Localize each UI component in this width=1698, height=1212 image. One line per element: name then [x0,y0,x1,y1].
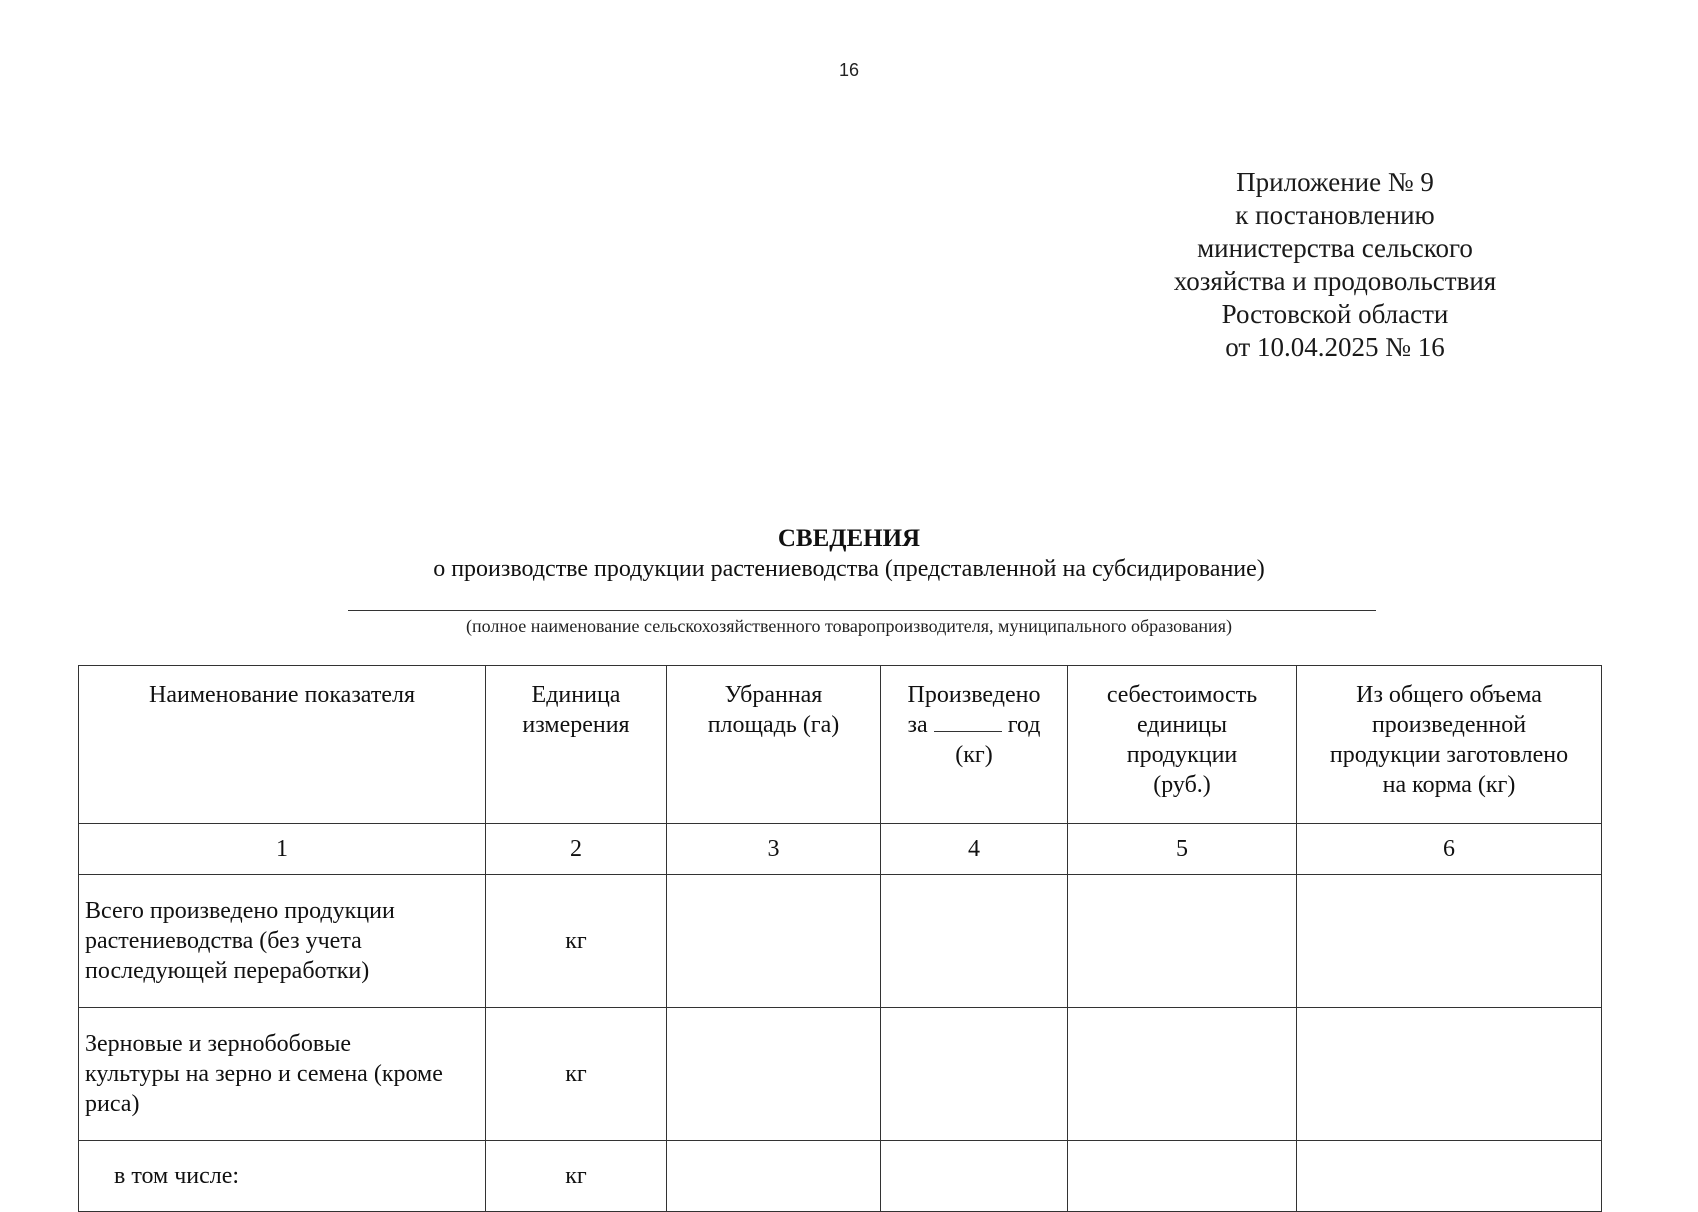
row-name-line: в том числе: [114,1163,240,1189]
row-name-line: растениеводства (без учета [85,928,362,954]
header-text: измерения [522,712,630,738]
appendix-line: к постановлению [1235,200,1435,230]
empty-cell [1297,875,1602,1008]
empty-cell [1068,1008,1297,1141]
row-name-line: последующей переработки) [85,958,370,984]
header-year-line [887,710,1061,740]
table-row [79,1008,1602,1141]
page-number: 16 [838,60,860,80]
header-text: произведенной [1371,712,1527,738]
row-name-line: риса) [85,1091,140,1117]
fill-in-caption: (полное наименование сельскохозяйственного товаропроизводителя, муниципального образования) [466,616,1232,636]
header-text: Из общего объема [1356,682,1542,708]
column-number: 2 [486,824,667,875]
row-name-line: Всего произведено продукции [85,898,395,924]
empty-cell [1297,1008,1602,1141]
header-harvested-area [667,666,881,824]
row-name-cell [79,1141,486,1212]
table-row [79,875,1602,1008]
appendix-line: Приложение № 9 [1236,167,1434,197]
header-text: за [907,712,928,738]
header-text: (руб.) [1153,772,1211,798]
column-number: 3 [667,824,881,875]
row-name-cell [79,1008,486,1141]
header-produced [881,666,1068,824]
unit-cell: кг [486,1141,667,1212]
empty-cell [881,875,1068,1008]
column-number: 4 [881,824,1068,875]
header-text: Единица [531,682,621,708]
row-name-cell [79,875,486,1008]
empty-cell [667,1008,881,1141]
header-feed-volume [1297,666,1602,824]
header-text: год [1007,712,1041,738]
appendix-line: хозяйства и продовольствия [1173,266,1497,296]
production-table [78,665,1602,1212]
empty-cell [667,1141,881,1212]
column-number: 1 [79,824,486,875]
header-indicator-name [79,666,486,824]
unit-cell: кг [486,1008,667,1141]
year-blank [934,711,1002,732]
appendix-block [1140,166,1530,364]
empty-cell [881,1008,1068,1141]
header-text: продукции [1126,742,1238,768]
header-text: Наименование показателя [149,682,415,708]
header-text: Убранная [724,682,823,708]
header-text: Произведено [907,682,1041,708]
column-number-row [79,824,1602,875]
document-title: СВЕДЕНИЯ [777,525,921,552]
row-name-line: культуры на зерно и семена (кроме [85,1061,443,1087]
fill-in-line [348,610,1376,611]
header-text: на корма (кг) [1382,772,1516,798]
header-text: площадь (га) [707,712,840,738]
appendix-line: от 10.04.2025 № 16 [1225,332,1445,362]
empty-cell [667,875,881,1008]
table-header-row [79,666,1602,824]
empty-cell [881,1141,1068,1212]
empty-cell [1297,1141,1602,1212]
header-text: (кг) [955,742,993,768]
empty-cell [1068,875,1297,1008]
header-text: продукции заготовлено [1329,742,1569,768]
column-number: 6 [1297,824,1602,875]
column-number: 5 [1068,824,1297,875]
header-unit [486,666,667,824]
header-text: единицы [1136,712,1228,738]
document-subtitle: о производстве продукции растениеводства (представленной на субсидирование) [433,556,1265,582]
table-row [79,1141,1602,1212]
header-text: себестоимость [1106,682,1258,708]
header-unit-cost [1068,666,1297,824]
unit-cell: кг [486,875,667,1008]
appendix-line: министерства сельского [1197,233,1473,263]
appendix-line: Ростовской области [1221,299,1449,329]
row-name-line: Зерновые и зернобобовые [85,1031,351,1057]
empty-cell [1068,1141,1297,1212]
